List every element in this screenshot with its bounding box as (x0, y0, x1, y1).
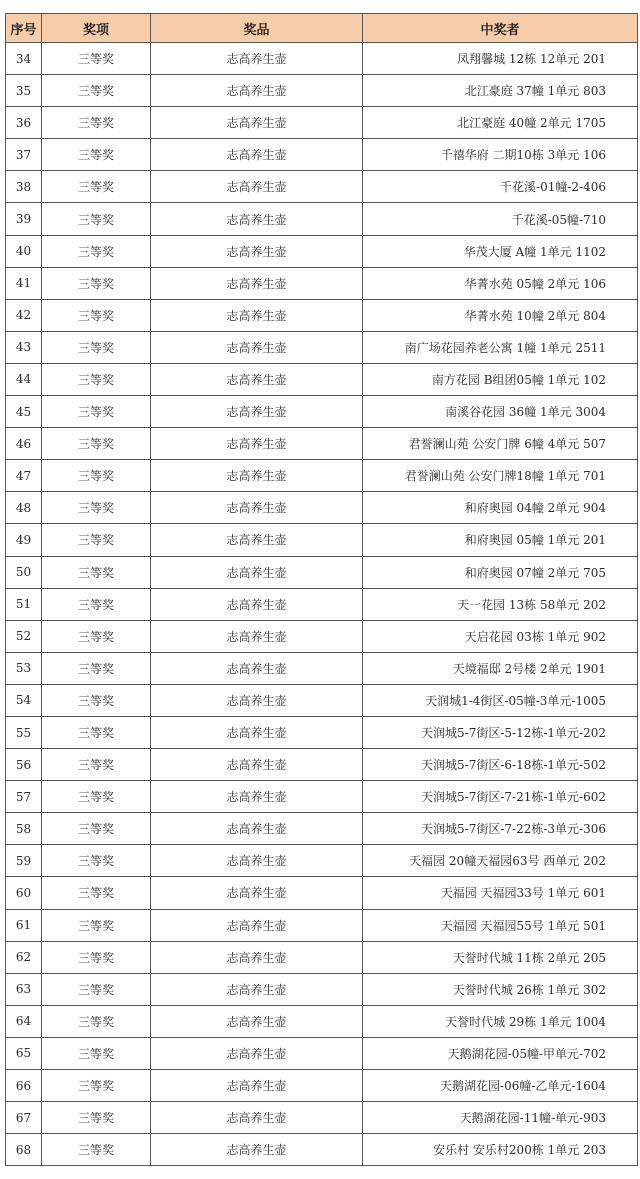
table-row (6, 620, 638, 652)
cell-serial-number: 57 (6, 781, 42, 813)
table-row (6, 1102, 638, 1134)
table-row (6, 139, 638, 171)
cell-prize: 志高养生壶 (151, 203, 363, 235)
table-row (6, 460, 638, 492)
cell-award-level: 三等奖 (42, 684, 151, 716)
cell-winner: 北江豪庭 37幢 1单元 803 (363, 75, 638, 107)
table-row (6, 1037, 638, 1069)
cell-winner: 南溪谷花园 36幢 1单元 3004 (363, 396, 638, 428)
cell-serial-number: 64 (6, 1005, 42, 1037)
cell-prize: 志高养生壶 (151, 363, 363, 395)
cell-award-level: 三等奖 (42, 396, 151, 428)
cell-prize: 志高养生壶 (151, 909, 363, 941)
table-row (6, 716, 638, 748)
cell-winner: 天一花园 13栋 58单元 202 (363, 588, 638, 620)
prize-winners-table (5, 13, 638, 1166)
cell-winner: 北江豪庭 40幢 2单元 1705 (363, 107, 638, 139)
cell-prize: 志高养生壶 (151, 749, 363, 781)
cell-serial-number: 48 (6, 492, 42, 524)
table-row (6, 909, 638, 941)
cell-serial-number: 40 (6, 235, 42, 267)
cell-serial-number: 67 (6, 1102, 42, 1134)
cell-serial-number: 36 (6, 107, 42, 139)
cell-serial-number: 54 (6, 684, 42, 716)
cell-winner: 天福园 天福园55号 1单元 501 (363, 909, 638, 941)
cell-prize: 志高养生壶 (151, 331, 363, 363)
cell-prize: 志高养生壶 (151, 299, 363, 331)
cell-winner: 天启花园 03栋 1单元 902 (363, 620, 638, 652)
cell-serial-number: 43 (6, 331, 42, 363)
cell-serial-number: 65 (6, 1037, 42, 1069)
cell-serial-number: 53 (6, 652, 42, 684)
table-row (6, 973, 638, 1005)
cell-serial-number: 39 (6, 203, 42, 235)
table-row (6, 941, 638, 973)
cell-serial-number: 59 (6, 845, 42, 877)
table-row (6, 428, 638, 460)
header-prize: 奖品 (151, 14, 363, 43)
header-award-level: 奖项 (42, 14, 151, 43)
table-row (6, 43, 638, 75)
cell-prize: 志高养生壶 (151, 171, 363, 203)
cell-winner: 天润城5-7街区-6-18栋-1单元-502 (363, 749, 638, 781)
header-row (6, 14, 638, 43)
cell-winner: 天润城5-7街区-7-21栋-1单元-602 (363, 781, 638, 813)
cell-prize: 志高养生壶 (151, 1102, 363, 1134)
table-body (6, 43, 638, 1166)
cell-award-level: 三等奖 (42, 1134, 151, 1166)
cell-serial-number: 49 (6, 524, 42, 556)
cell-award-level: 三等奖 (42, 139, 151, 171)
table-row (6, 107, 638, 139)
cell-serial-number: 58 (6, 813, 42, 845)
header-winner: 中奖者 (363, 14, 638, 43)
table-row (6, 75, 638, 107)
cell-winner: 和府奥园 05幢 1单元 201 (363, 524, 638, 556)
cell-prize: 志高养生壶 (151, 1037, 363, 1069)
cell-winner: 天誉时代城 11栋 2单元 205 (363, 941, 638, 973)
cell-prize: 志高养生壶 (151, 524, 363, 556)
cell-serial-number: 50 (6, 556, 42, 588)
table-row (6, 396, 638, 428)
cell-serial-number: 66 (6, 1070, 42, 1102)
header-serial-number: 序号 (6, 14, 42, 43)
table-row (6, 588, 638, 620)
table-row (6, 877, 638, 909)
cell-serial-number: 68 (6, 1134, 42, 1166)
cell-serial-number: 62 (6, 941, 42, 973)
cell-prize: 志高养生壶 (151, 396, 363, 428)
cell-serial-number: 47 (6, 460, 42, 492)
cell-winner: 天润城1-4街区-05幢-3单元-1005 (363, 684, 638, 716)
table-row (6, 299, 638, 331)
table-row (6, 1134, 638, 1166)
cell-prize: 志高养生壶 (151, 877, 363, 909)
cell-prize: 志高养生壶 (151, 75, 363, 107)
cell-prize: 志高养生壶 (151, 43, 363, 75)
cell-prize: 志高养生壶 (151, 684, 363, 716)
cell-award-level: 三等奖 (42, 492, 151, 524)
cell-prize: 志高养生壶 (151, 139, 363, 171)
cell-winner: 华茂大厦 A幢 1单元 1102 (363, 235, 638, 267)
cell-winner: 华菁水苑 10幢 2单元 804 (363, 299, 638, 331)
cell-winner: 凤翔馨城 12栋 12单元 201 (363, 43, 638, 75)
cell-award-level: 三等奖 (42, 749, 151, 781)
cell-award-level: 三等奖 (42, 1005, 151, 1037)
table-row (6, 171, 638, 203)
cell-award-level: 三等奖 (42, 428, 151, 460)
cell-winner: 千花溪-05幢-710 (363, 203, 638, 235)
cell-winner: 天境福邸 2号楼 2单元 1901 (363, 652, 638, 684)
table-row (6, 781, 638, 813)
cell-serial-number: 46 (6, 428, 42, 460)
cell-prize: 志高养生壶 (151, 492, 363, 524)
cell-prize: 志高养生壶 (151, 428, 363, 460)
cell-winner: 天誉时代城 29栋 1单元 1004 (363, 1005, 638, 1037)
table-row (6, 235, 638, 267)
cell-award-level: 三等奖 (42, 363, 151, 395)
cell-winner: 天鹅湖花园-05幢-甲单元-702 (363, 1037, 638, 1069)
table-row (6, 267, 638, 299)
cell-award-level: 三等奖 (42, 652, 151, 684)
cell-prize: 志高养生壶 (151, 588, 363, 620)
cell-prize: 志高养生壶 (151, 235, 363, 267)
table-row (6, 363, 638, 395)
cell-award-level: 三等奖 (42, 1070, 151, 1102)
cell-award-level: 三等奖 (42, 171, 151, 203)
cell-winner: 千禧华府 二期10栋 3单元 106 (363, 139, 638, 171)
cell-winner: 天福园 20幢天福园63号 西单元 202 (363, 845, 638, 877)
cell-serial-number: 35 (6, 75, 42, 107)
cell-award-level: 三等奖 (42, 1037, 151, 1069)
cell-award-level: 三等奖 (42, 235, 151, 267)
cell-prize: 志高养生壶 (151, 620, 363, 652)
cell-serial-number: 63 (6, 973, 42, 1005)
table-row (6, 1070, 638, 1102)
cell-winner: 天鹅湖花园-06幢-乙单元-1604 (363, 1070, 638, 1102)
cell-prize: 志高养生壶 (151, 1134, 363, 1166)
cell-award-level: 三等奖 (42, 460, 151, 492)
cell-winner: 和府奥园 04幢 2单元 904 (363, 492, 638, 524)
cell-award-level: 三等奖 (42, 203, 151, 235)
cell-award-level: 三等奖 (42, 909, 151, 941)
table-row (6, 684, 638, 716)
cell-award-level: 三等奖 (42, 845, 151, 877)
cell-award-level: 三等奖 (42, 620, 151, 652)
cell-serial-number: 61 (6, 909, 42, 941)
cell-prize: 志高养生壶 (151, 1005, 363, 1037)
cell-award-level: 三等奖 (42, 43, 151, 75)
table-row (6, 331, 638, 363)
cell-prize: 志高养生壶 (151, 941, 363, 973)
cell-winner: 天誉时代城 26栋 1单元 302 (363, 973, 638, 1005)
cell-serial-number: 60 (6, 877, 42, 909)
cell-award-level: 三等奖 (42, 1102, 151, 1134)
table-row (6, 203, 638, 235)
cell-award-level: 三等奖 (42, 299, 151, 331)
cell-award-level: 三等奖 (42, 107, 151, 139)
cell-serial-number: 56 (6, 749, 42, 781)
cell-prize: 志高养生壶 (151, 267, 363, 299)
cell-winner: 和府奥园 07幢 2单元 705 (363, 556, 638, 588)
cell-winner: 华菁水苑 05幢 2单元 106 (363, 267, 638, 299)
cell-serial-number: 37 (6, 139, 42, 171)
cell-winner: 安乐村 安乐村200栋 1单元 203 (363, 1134, 638, 1166)
cell-winner: 天福园 天福园33号 1单元 601 (363, 877, 638, 909)
cell-prize: 志高养生壶 (151, 716, 363, 748)
cell-award-level: 三等奖 (42, 941, 151, 973)
cell-prize: 志高养生壶 (151, 556, 363, 588)
cell-winner: 天鹅湖花园-11幢-单元-903 (363, 1102, 638, 1134)
cell-serial-number: 41 (6, 267, 42, 299)
cell-award-level: 三等奖 (42, 588, 151, 620)
cell-winner: 君誉澜山苑 公安门牌18幢 1单元 701 (363, 460, 638, 492)
cell-award-level: 三等奖 (42, 331, 151, 363)
cell-serial-number: 38 (6, 171, 42, 203)
cell-award-level: 三等奖 (42, 716, 151, 748)
cell-prize: 志高养生壶 (151, 460, 363, 492)
table-row (6, 749, 638, 781)
table-row (6, 556, 638, 588)
cell-winner: 千花溪-01幢-2-406 (363, 171, 638, 203)
cell-award-level: 三等奖 (42, 267, 151, 299)
cell-award-level: 三等奖 (42, 973, 151, 1005)
cell-award-level: 三等奖 (42, 877, 151, 909)
cell-winner: 南广场花园养老公寓 1幢 1单元 2511 (363, 331, 638, 363)
cell-award-level: 三等奖 (42, 75, 151, 107)
cell-prize: 志高养生壶 (151, 845, 363, 877)
table-row (6, 813, 638, 845)
cell-winner: 天润城5-7街区-7-22栋-3单元-306 (363, 813, 638, 845)
table-header (6, 14, 638, 43)
cell-serial-number: 34 (6, 43, 42, 75)
cell-serial-number: 45 (6, 396, 42, 428)
cell-serial-number: 42 (6, 299, 42, 331)
cell-serial-number: 44 (6, 363, 42, 395)
cell-prize: 志高养生壶 (151, 813, 363, 845)
table-row (6, 524, 638, 556)
cell-winner: 南方花园 B组团05幢 1单元 102 (363, 363, 638, 395)
cell-award-level: 三等奖 (42, 524, 151, 556)
table-row (6, 1005, 638, 1037)
cell-winner: 天润城5-7街区-5-12栋-1单元-202 (363, 716, 638, 748)
cell-serial-number: 55 (6, 716, 42, 748)
table-row (6, 845, 638, 877)
cell-prize: 志高养生壶 (151, 107, 363, 139)
table-row (6, 492, 638, 524)
cell-prize: 志高养生壶 (151, 1070, 363, 1102)
cell-prize: 志高养生壶 (151, 652, 363, 684)
cell-serial-number: 52 (6, 620, 42, 652)
cell-prize: 志高养生壶 (151, 973, 363, 1005)
cell-award-level: 三等奖 (42, 813, 151, 845)
cell-award-level: 三等奖 (42, 556, 151, 588)
cell-winner: 君誉澜山苑 公安门牌 6幢 4单元 507 (363, 428, 638, 460)
cell-prize: 志高养生壶 (151, 781, 363, 813)
cell-award-level: 三等奖 (42, 781, 151, 813)
table-row (6, 652, 638, 684)
cell-serial-number: 51 (6, 588, 42, 620)
